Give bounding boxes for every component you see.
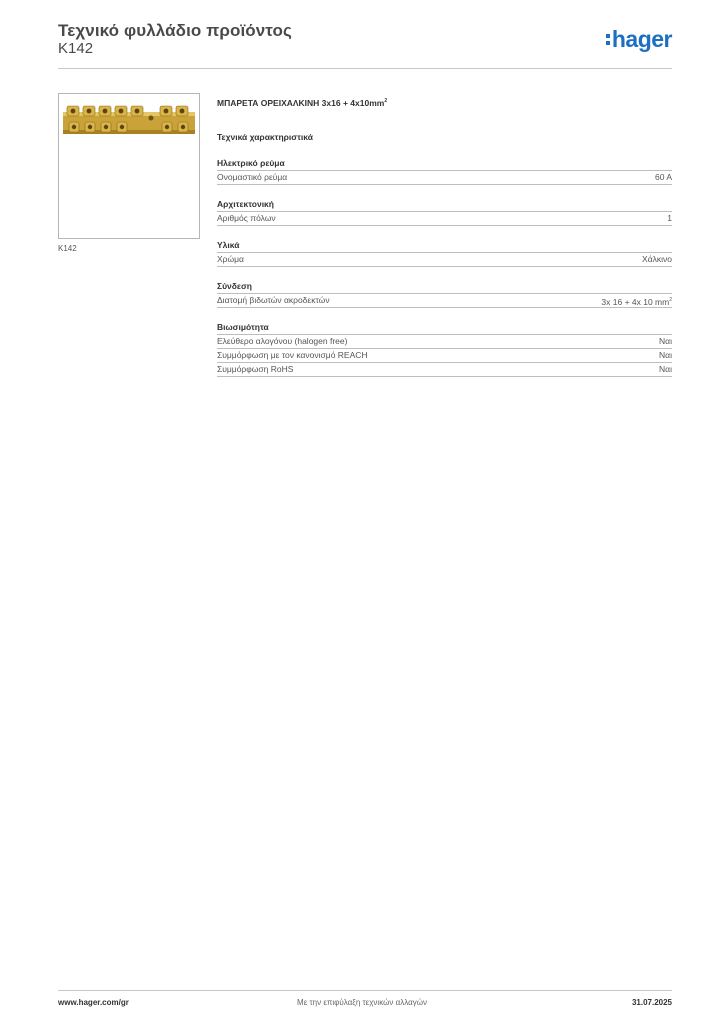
- spec-value: [659, 363, 672, 376]
- spec-value-text: 1: [667, 213, 672, 223]
- spec-value: [655, 171, 672, 184]
- spec-row: [217, 335, 672, 349]
- spec-label: Αριθμός πόλων: [217, 213, 276, 223]
- spec-groups: [217, 157, 672, 377]
- spec-group-title: Βιωσιμότητα: [217, 321, 672, 335]
- spec-label: Διατομή βιδωτών ακροδεκτών: [217, 295, 330, 305]
- spec-group: [217, 280, 672, 308]
- spec-content: [217, 94, 672, 377]
- spec-row: [217, 212, 672, 226]
- spec-value: [659, 335, 672, 348]
- footer-notice: Με την επιφύλαξη τεχνικών αλλαγών: [297, 998, 427, 1007]
- spec-label: Ελεύθερο αλογόνου (halogen free): [217, 336, 348, 346]
- spec-value-text: Χάλκινο: [642, 254, 672, 264]
- spec-group: [217, 239, 672, 267]
- spec-label: Ονομαστικό ρεύμα: [217, 172, 288, 182]
- hager-logo[interactable]: [606, 28, 672, 51]
- spec-label: Συμμόρφωση με τον κανονισμό REACH: [217, 350, 368, 360]
- product-code: K142: [58, 40, 94, 57]
- spec-value-text: Ναι: [659, 336, 672, 346]
- section-title: Τεχνικά χαρακτηριστικά: [217, 132, 313, 142]
- spec-value-superscript: 2: [669, 297, 672, 303]
- spec-label: Χρώμα: [217, 254, 244, 264]
- spec-value: [601, 294, 672, 307]
- header-divider: [58, 68, 672, 69]
- spec-label: Συμμόρφωση RoHS: [217, 364, 294, 374]
- spec-value-text: 3x 16 + 4x 10 mm: [601, 296, 670, 307]
- logo-dots-icon: [606, 34, 610, 45]
- spec-group: [217, 198, 672, 226]
- spec-value-text: Ναι: [659, 350, 672, 360]
- product-name-superscript: 2: [384, 98, 388, 104]
- spec-value-text: Ναι: [659, 364, 672, 374]
- logo-text: hager: [611, 26, 672, 52]
- image-caption: K142: [58, 244, 77, 253]
- spec-group: [217, 321, 672, 377]
- footer-date: 31.07.2025: [631, 998, 672, 1007]
- busbar-product-image: [63, 104, 195, 140]
- product-name-text: ΜΠΑΡΕΤΑ ΟΡΕΙΧΑΛΚΙΝΗ 3x16 + 4x10mm: [217, 97, 385, 108]
- spec-row: [217, 171, 672, 185]
- spec-value: [642, 253, 672, 266]
- spec-row: [217, 349, 672, 363]
- spec-group-title: Ηλεκτρικό ρεύμα: [217, 157, 672, 171]
- spec-value-text: 60 A: [654, 172, 672, 182]
- header-title: Τεχνικό φυλλάδιο προϊόντος: [58, 21, 292, 40]
- footer-divider: [58, 990, 672, 991]
- footer-website-link[interactable]: www.hager.com/gr: [58, 998, 129, 1007]
- spec-group-title: Αρχιτεκτονική: [217, 198, 672, 212]
- spec-group: [217, 157, 672, 185]
- spec-row: [217, 253, 672, 267]
- product-image-frame: [58, 93, 200, 239]
- product-name: [217, 94, 672, 108]
- spec-value: [667, 212, 672, 225]
- spec-group-title: Υλικά: [217, 239, 672, 253]
- spec-row: [217, 363, 672, 377]
- spec-row: [217, 294, 672, 308]
- spec-value: [659, 349, 672, 362]
- spec-group-title: Σύνδεση: [217, 280, 672, 294]
